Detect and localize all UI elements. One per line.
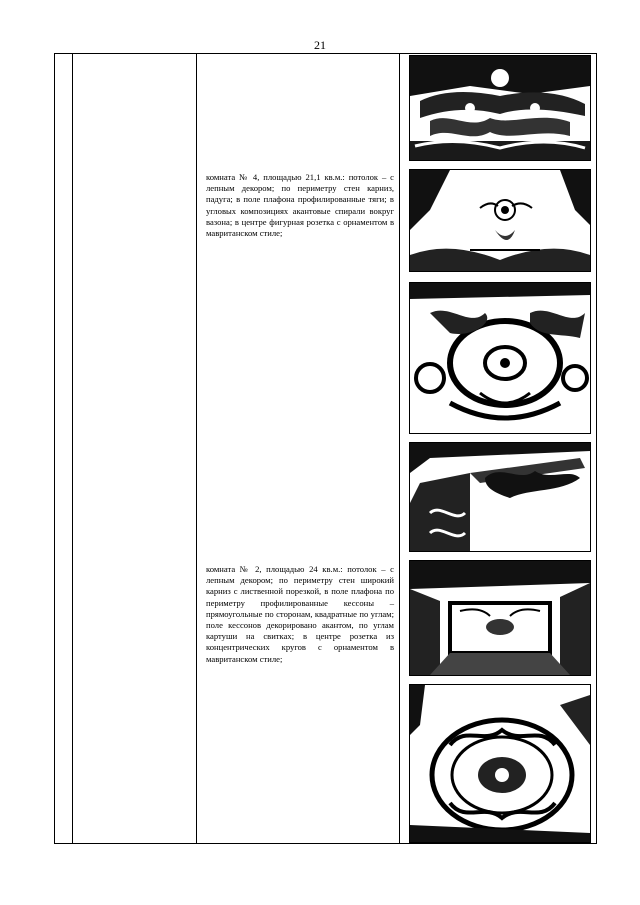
room-4-description: комната № 4, площадью 21,1 кв.м.: потолок – с лепным декором; по периметру стен карниз, падуга; в поле плафона профилированные тяги; в угловых композициях акантовые спирали вокруг вазона; в центре фигурная розетка с орнаментом в мавританском стиле; bbox=[206, 172, 394, 239]
page-number: 21 bbox=[314, 38, 326, 52]
ceiling-photo-5 bbox=[409, 560, 591, 676]
column-divider bbox=[196, 54, 197, 843]
ceiling-photo-2 bbox=[409, 169, 591, 272]
ceiling-photo-1 bbox=[409, 55, 591, 161]
column-divider bbox=[72, 54, 73, 843]
ceiling-photo-6 bbox=[409, 684, 591, 843]
room-2-description: комната № 2, площадью 24 кв.м.: потолок – с лепным декором; по периметру стен широкий карниз с лиственной порезкой, в поле плафона по периметру профилированные кессоны – прямоугольные по сторонам, квадратные по углам; поле кессонов декорировано акантом, по углам картуши на свитках; в центре розетка из концентрических кругов с орнаментом в мавританском стиле; bbox=[206, 564, 394, 664]
ceiling-photo-3 bbox=[409, 282, 591, 434]
inventory-table bbox=[54, 53, 597, 844]
column-divider bbox=[399, 54, 400, 843]
ceiling-photo-4 bbox=[409, 442, 591, 552]
